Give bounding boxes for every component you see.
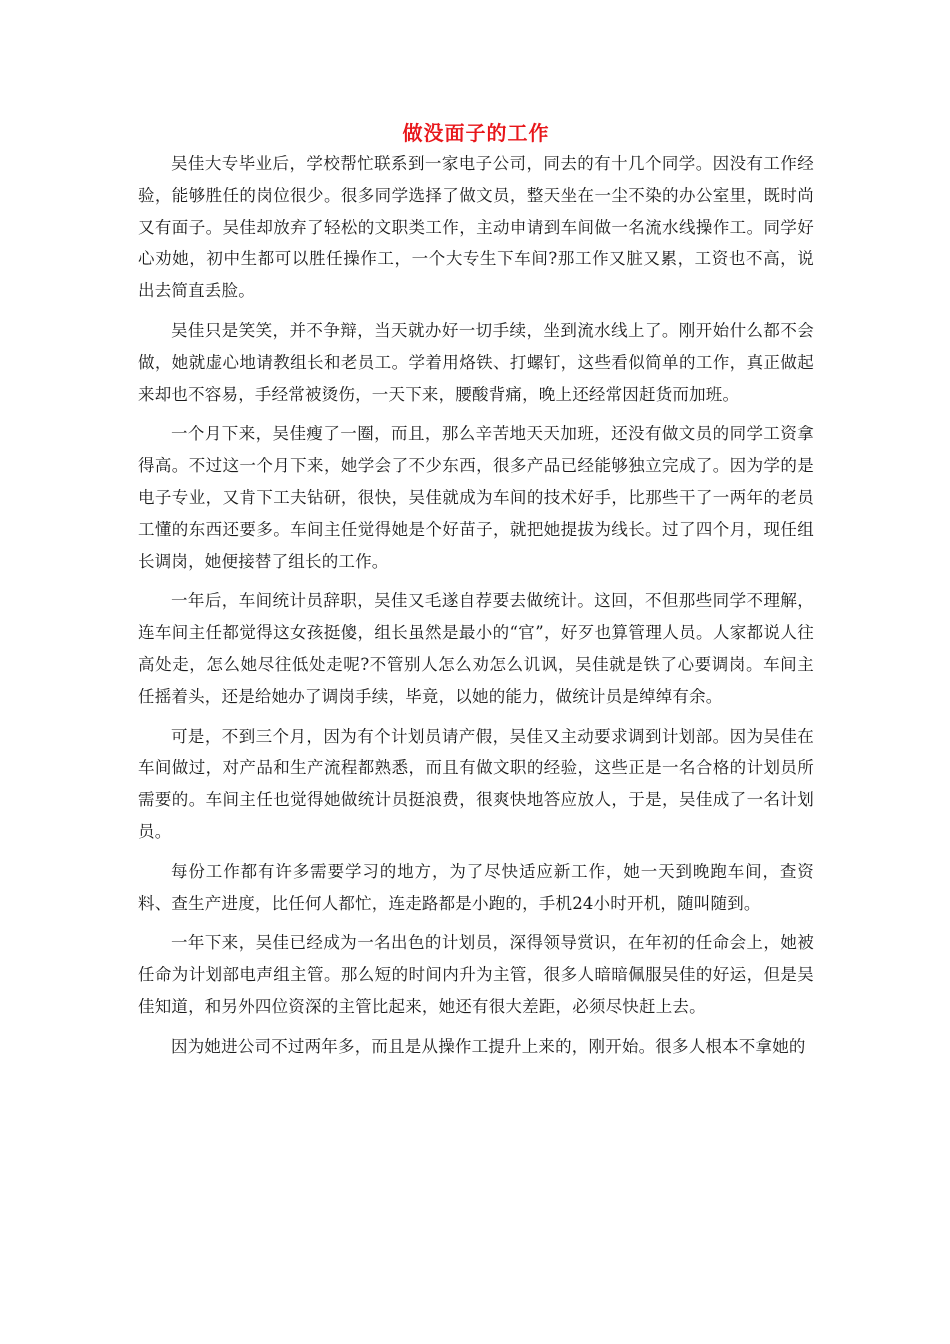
paragraph: 可是，不到三个月，因为有个计划员请产假，吴佳又主动要求调到计划部。因为吴佳在车间做过，对产品和生产流程都熟悉，而且有做文职的经验，这些正是一名合格的计划员所需要的。车间主任也觉得她做统计员挺浪费，很爽快地答应放人，于是，吴佳成了一名计划员。: [138, 726, 814, 841]
paragraph: 一个月下来，吴佳瘦了一圈，而且，那么辛苦地天天加班，还没有做文员的同学工资拿得高。不过这一个月下来，她学会了不少东西，很多产品已经能够独立完成了。因为学的是电子专业，又肯下工夫钻研，很快，吴佳就成为车间的技术好手，比那些干了一两年的老员工懂的东西还要多。车间主任觉得她是个好苗子，就把她提拔为线长。过了四个月，现任组长调岗，她便接替了组长的工作。: [138, 424, 814, 571]
paragraph: 吴佳只是笑笑，并不争辩，当天就办好一切手续，坐到流水线上了。刚开始什么都不会做，她就虚心地请教组长和老员工。学着用烙铁、打螺钉，这些看似简单的工作，真正做起来却也不容易，手经常被烫伤，一天下来，腰酸背痛，晚上还经常因赶货而加班。: [138, 320, 814, 404]
document-content: [138, 118, 814, 1071]
paragraph: 一年下来，吴佳已经成为一名出色的计划员，深得领导赏识，在年初的任命会上，她被任命为计划部电声组主管。那么短的时间内升为主管，很多人暗暗佩服吴佳的好运，但是吴佳知道，和另外四位资深的主管比起来，她还有很大差距，必须尽快赶上去。: [138, 933, 814, 1016]
paragraph: 因为她进公司不过两年多，而且是从操作工提升上来的，刚开始。很多人根本不拿她的: [171, 1036, 806, 1056]
paragraph: 每份工作都有许多需要学习的地方，为了尽快适应新工作，她一天到晚跑车间，查资料、查生产进度，比任何人都忙，连走路都是小跑的，手机24小时开机，随叫随到。: [138, 861, 814, 913]
paragraph: 一年后，车间统计员辞职，吴佳又毛遂自荐要去做统计。这回，不但那些同学不理解，连车间主任都觉得这女孩挺傻，组长虽然是最小的“官”，好歹也算管理人员。人家都说人往高处走，怎么她尽往低处走呢?不管别人怎么劝怎么讥讽，吴佳就是铁了心要调岗。车间主任摇着头，还是给她办了调岗手续，毕竟，以她的能力，做统计员是绰绰有余。: [138, 591, 814, 706]
paragraph: 吴佳大专毕业后，学校帮忙联系到一家电子公司，同去的有十几个同学。因没有工作经验，能够胜任的岗位很少。很多同学选择了做文员，整天坐在一尘不染的办公室里，既时尚又有面子。吴佳却放弃了轻松的文职类工作，主动申请到车间做一名流水线操作工。同学好心劝她，初中生都可以胜任操作工，一个大专生下车间?那工作又脏又累，工资也不高，说出去简直丢脸。: [138, 154, 814, 301]
article-title: 做没面子的工作: [402, 121, 550, 145]
article-body: [138, 148, 814, 1063]
